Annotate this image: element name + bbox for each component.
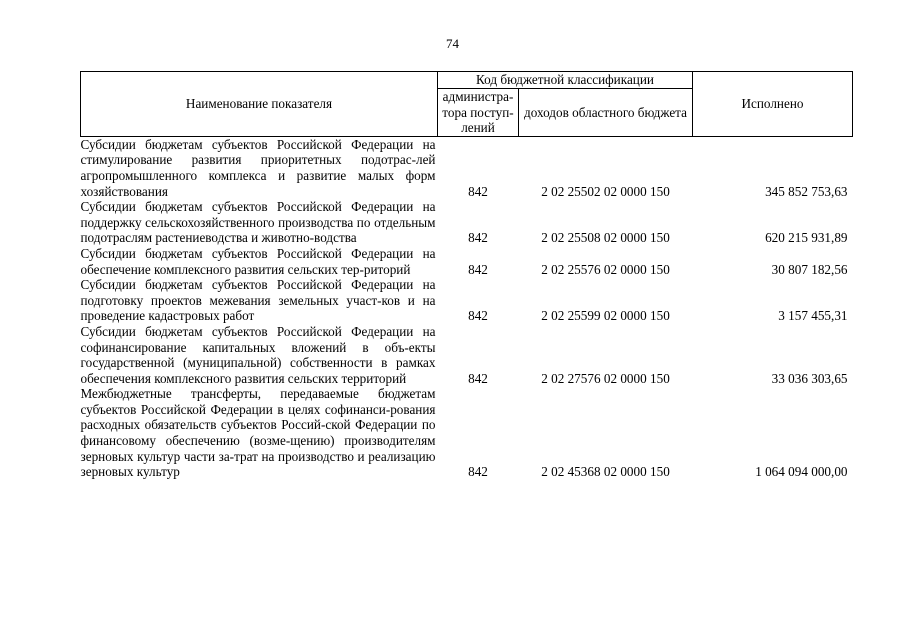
row-admin-code: 842 [468,308,488,324]
row-amount: 1 064 094 000,00 [755,464,848,480]
table-row [81,246,853,277]
table-row [81,324,853,386]
table-row [81,277,853,324]
row-name: Субсидии бюджетам субъектов Российской Федерации на софинансирование капитальных вложений в объ-екты государственной (муниципальной) собственности в рамках обеспечения комплексного развития сельских территорий [80,323,436,386]
row-admin-code: 842 [468,230,488,246]
header-executed: Исполнено [693,72,853,137]
row-name: Субсидии бюджетам субъектов Российской Федерации на подготовку проектов межевания земельных участ-ков и на проведение кадастровых работ [80,277,436,324]
header-regional-budget-revenue: доходов областного бюджета [519,89,693,137]
row-name: Субсидии бюджетам субъектов Российской Федерации на обеспечение комплексного развития сельских тер-риторий [80,245,436,277]
row-budget-code: 2 02 45368 02 0000 150 [541,464,670,480]
row-admin-code: 842 [468,370,488,386]
row-amount: 30 807 182,56 [771,261,848,277]
header-name: Наименование показателя [81,72,438,137]
row-budget-code: 2 02 25576 02 0000 150 [541,261,670,277]
row-admin-code: 842 [468,261,488,277]
budget-table [80,71,853,480]
row-admin-code: 842 [468,464,488,480]
header-budget-classification-code: Код бюджетной классификации [438,72,693,89]
row-name: Субсидии бюджетам субъектов Российской Федерации на стимулирование развития приоритетных подотрас-лей агропромышленного комплекса и развитие малых форм хозяйствования [80,136,436,199]
table-row [81,199,853,246]
row-amount: 345 852 753,63 [765,183,848,199]
row-budget-code: 2 02 25508 02 0000 150 [541,230,670,246]
row-amount: 33 036 303,65 [771,370,848,386]
row-name: Субсидии бюджетам субъектов Российской Федерации на поддержку сельскохозяйственного производства по отдельным подотраслям растениеводства и животно-водства [80,199,436,246]
row-admin-code: 842 [468,183,488,199]
header-revenue-administrator: администра-тора поступ-лений [438,89,519,137]
row-amount: 3 157 455,31 [778,308,848,324]
row-budget-code: 2 02 25599 02 0000 150 [541,308,670,324]
page-number: 74 [446,36,459,51]
row-budget-code: 2 02 27576 02 0000 150 [541,370,670,386]
table-header [81,72,853,137]
row-name: Межбюджетные трансферты, передаваемые бюджетам субъектов Российской Федерации в целях софинанси-рования расходных обязательств субъектов Россий-ской Федерации по финансовому обеспечению (возме-щению) производителям зерновых культур части за-трат на производство и реализацию зерновых культур [80,386,436,480]
row-amount: 620 215 931,89 [765,230,848,246]
table-row [81,136,853,199]
table-row [81,386,853,480]
row-budget-code: 2 02 25502 02 0000 150 [541,183,670,199]
table-body [81,136,853,480]
